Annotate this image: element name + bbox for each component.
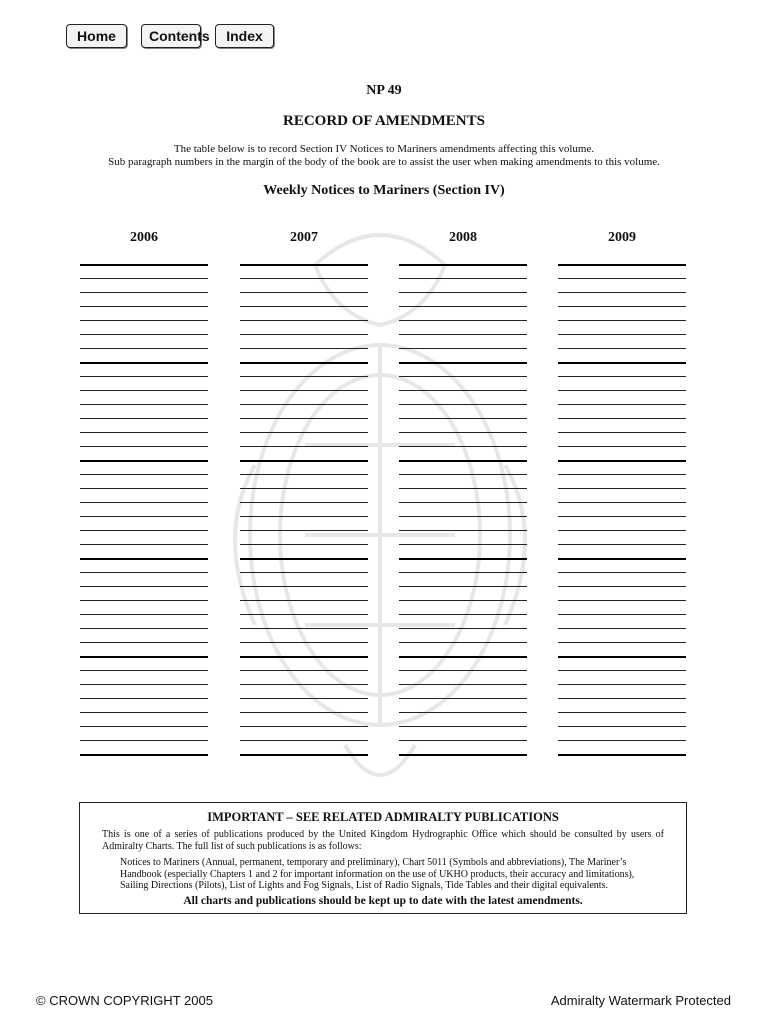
record-line[interactable]	[399, 418, 527, 419]
record-line[interactable]	[240, 712, 368, 713]
record-line[interactable]	[80, 460, 208, 462]
copyright-notice: © CROWN COPYRIGHT 2005	[36, 993, 213, 1008]
year-heading: 2007	[290, 230, 318, 245]
record-line[interactable]	[240, 656, 368, 658]
record-line[interactable]	[80, 754, 208, 756]
record-line[interactable]	[240, 684, 368, 685]
record-line[interactable]	[558, 474, 686, 475]
record-line[interactable]	[399, 712, 527, 713]
record-line[interactable]	[399, 684, 527, 685]
publication-number: NP 49	[366, 83, 402, 98]
record-line[interactable]	[399, 488, 527, 489]
record-line[interactable]	[558, 530, 686, 531]
record-line[interactable]	[399, 362, 527, 364]
record-line[interactable]	[240, 334, 368, 335]
record-line[interactable]	[399, 726, 527, 727]
record-line[interactable]	[399, 600, 527, 601]
record-line[interactable]	[80, 642, 208, 643]
record-column-2007	[240, 229, 368, 247]
record-line[interactable]	[558, 306, 686, 307]
record-line[interactable]	[80, 740, 208, 741]
record-line[interactable]	[80, 586, 208, 587]
intro-text	[0, 143, 768, 169]
record-line[interactable]	[399, 698, 527, 699]
record-line[interactable]	[399, 376, 527, 377]
record-line[interactable]	[80, 320, 208, 321]
record-line[interactable]	[80, 488, 208, 489]
record-line[interactable]	[240, 516, 368, 517]
record-line[interactable]	[80, 726, 208, 727]
navigation-bar	[66, 24, 274, 48]
record-line[interactable]	[399, 516, 527, 517]
year-heading: 2006	[130, 230, 158, 245]
record-line[interactable]	[399, 348, 527, 349]
page-title: RECORD OF AMENDMENTS	[283, 113, 485, 129]
record-line[interactable]	[80, 712, 208, 713]
record-line[interactable]	[558, 740, 686, 741]
important-notice-box	[79, 802, 687, 914]
record-line[interactable]	[399, 278, 527, 279]
record-line[interactable]	[80, 628, 208, 629]
record-line[interactable]	[399, 530, 527, 531]
record-line[interactable]	[240, 740, 368, 741]
record-line[interactable]	[80, 572, 208, 573]
record-line[interactable]	[558, 628, 686, 629]
record-line[interactable]	[399, 264, 527, 266]
record-line[interactable]	[240, 418, 368, 419]
record-line[interactable]	[240, 586, 368, 587]
record-line[interactable]	[80, 306, 208, 307]
record-line[interactable]	[240, 320, 368, 321]
record-line[interactable]	[558, 264, 686, 266]
record-line[interactable]	[80, 614, 208, 615]
record-line[interactable]	[558, 642, 686, 643]
record-line[interactable]	[558, 432, 686, 433]
record-line[interactable]	[80, 516, 208, 517]
record-line[interactable]	[240, 460, 368, 462]
important-title: IMPORTANT – SEE RELATED ADMIRALTY PUBLICATIONS	[207, 810, 559, 824]
record-line[interactable]	[399, 740, 527, 741]
record-line[interactable]	[558, 488, 686, 489]
record-line[interactable]	[80, 362, 208, 364]
record-line[interactable]	[240, 376, 368, 377]
record-line[interactable]	[558, 614, 686, 615]
record-line[interactable]	[399, 544, 527, 545]
record-line[interactable]	[399, 460, 527, 462]
record-line[interactable]	[399, 670, 527, 671]
record-line[interactable]	[558, 684, 686, 685]
record-line[interactable]	[558, 516, 686, 517]
record-line[interactable]	[558, 460, 686, 462]
important-text: This is one of a series of publications produced by the United Kingdom Hydrographic Office which should be consulted by users of Admiralty Charts. The full list of such publications is as follows:	[102, 829, 664, 852]
record-line[interactable]	[558, 572, 686, 573]
record-line[interactable]	[399, 614, 527, 615]
record-line[interactable]	[399, 404, 527, 405]
record-line[interactable]	[240, 558, 368, 560]
record-line[interactable]	[558, 754, 686, 756]
record-line[interactable]	[399, 432, 527, 433]
record-line[interactable]	[399, 474, 527, 475]
record-line[interactable]	[240, 404, 368, 405]
record-line[interactable]	[80, 502, 208, 503]
record-line[interactable]	[558, 390, 686, 391]
record-line[interactable]	[80, 404, 208, 405]
record-line[interactable]	[558, 670, 686, 671]
record-line[interactable]	[240, 390, 368, 391]
record-line[interactable]	[240, 544, 368, 545]
record-line[interactable]	[240, 362, 368, 364]
record-line[interactable]	[558, 278, 686, 279]
record-line[interactable]	[240, 530, 368, 531]
intro-line-2: Sub paragraph numbers in the margin of the body of the book are to assist the user when making amendments to this volume.	[108, 156, 660, 168]
record-line[interactable]	[240, 502, 368, 503]
record-line[interactable]	[558, 586, 686, 587]
record-line[interactable]	[558, 292, 686, 293]
record-line[interactable]	[399, 586, 527, 587]
record-line[interactable]	[240, 754, 368, 756]
record-line[interactable]	[80, 558, 208, 560]
record-line[interactable]	[558, 712, 686, 713]
contents-button[interactable]: Contents	[141, 24, 201, 48]
record-line[interactable]	[558, 334, 686, 335]
record-line[interactable]	[558, 656, 686, 658]
record-line[interactable]	[80, 390, 208, 391]
crest-watermark-icon	[195, 205, 565, 805]
record-line[interactable]	[558, 348, 686, 349]
record-line[interactable]	[80, 530, 208, 531]
record-line[interactable]	[80, 264, 208, 266]
important-bold-notice: All charts and publications should be kept up to date with the latest amendments.	[183, 894, 583, 907]
record-line[interactable]	[80, 278, 208, 279]
record-line[interactable]	[558, 502, 686, 503]
record-line[interactable]	[80, 348, 208, 349]
intro-line-1: The table below is to record Section IV Notices to Mariners amendments affecting this volume.	[173, 143, 595, 155]
index-button[interactable]: Index	[215, 24, 274, 48]
record-line[interactable]	[240, 432, 368, 433]
record-line[interactable]	[558, 544, 686, 545]
record-line[interactable]	[240, 670, 368, 671]
record-line[interactable]	[80, 670, 208, 671]
year-heading: 2008	[449, 230, 477, 245]
record-line[interactable]	[240, 726, 368, 727]
year-heading: 2009	[608, 230, 636, 245]
record-line[interactable]	[558, 558, 686, 560]
record-line[interactable]	[240, 264, 368, 266]
record-line[interactable]	[558, 362, 686, 364]
record-line[interactable]	[558, 376, 686, 377]
record-column-2008	[399, 229, 527, 247]
record-line[interactable]	[80, 446, 208, 447]
record-line[interactable]	[240, 278, 368, 279]
record-line[interactable]	[558, 418, 686, 419]
record-line[interactable]	[80, 432, 208, 433]
record-line[interactable]	[80, 376, 208, 377]
record-line[interactable]	[558, 698, 686, 699]
record-line[interactable]	[558, 446, 686, 447]
publications-list: Notices to Mariners (Annual, permanent, temporary and preliminary), Chart 5011 (Symbols and abbreviations), The Mariner’s Handbook (especially Chapters 1 and 2 for important information on the use of UKHO products, their accuracy and limitations), Sailing Directions (Pilots), List of Lights and Fog Signals, List of Radio Signals, Tide Tables and their digital equivalents.	[120, 857, 635, 891]
section-subtitle: Weekly Notices to Mariners (Section IV)	[263, 183, 505, 198]
record-line[interactable]	[399, 754, 527, 756]
record-line[interactable]	[80, 292, 208, 293]
record-line[interactable]	[240, 572, 368, 573]
record-line[interactable]	[399, 628, 527, 629]
record-line[interactable]	[558, 320, 686, 321]
record-line[interactable]	[240, 600, 368, 601]
record-line[interactable]	[240, 446, 368, 447]
record-line[interactable]	[399, 390, 527, 391]
record-line[interactable]	[399, 656, 527, 658]
record-column-2009	[558, 229, 686, 247]
record-line[interactable]	[240, 306, 368, 307]
record-line[interactable]	[240, 292, 368, 293]
record-line[interactable]	[240, 698, 368, 699]
record-line[interactable]	[399, 446, 527, 447]
record-line[interactable]	[80, 474, 208, 475]
record-line[interactable]	[558, 600, 686, 601]
record-line[interactable]	[399, 558, 527, 560]
record-line[interactable]	[240, 474, 368, 475]
record-line[interactable]	[399, 572, 527, 573]
record-line[interactable]	[80, 698, 208, 699]
record-line[interactable]	[240, 642, 368, 643]
record-line[interactable]	[399, 502, 527, 503]
record-line[interactable]	[399, 642, 527, 643]
record-line[interactable]	[80, 600, 208, 601]
record-line[interactable]	[240, 488, 368, 489]
record-line[interactable]	[558, 726, 686, 727]
record-line[interactable]	[240, 628, 368, 629]
record-line[interactable]	[80, 544, 208, 545]
record-line[interactable]	[399, 320, 527, 321]
record-line[interactable]	[399, 334, 527, 335]
home-button[interactable]: Home	[66, 24, 127, 48]
watermark-notice: Admiralty Watermark Protected	[550, 993, 731, 1008]
record-line[interactable]	[240, 348, 368, 349]
record-line[interactable]	[240, 614, 368, 615]
record-line[interactable]	[80, 418, 208, 419]
record-column-2006	[80, 229, 208, 247]
record-line[interactable]	[399, 306, 527, 307]
record-line[interactable]	[399, 292, 527, 293]
record-line[interactable]	[80, 684, 208, 685]
record-line[interactable]	[80, 334, 208, 335]
record-line[interactable]	[558, 404, 686, 405]
record-line[interactable]	[80, 656, 208, 658]
